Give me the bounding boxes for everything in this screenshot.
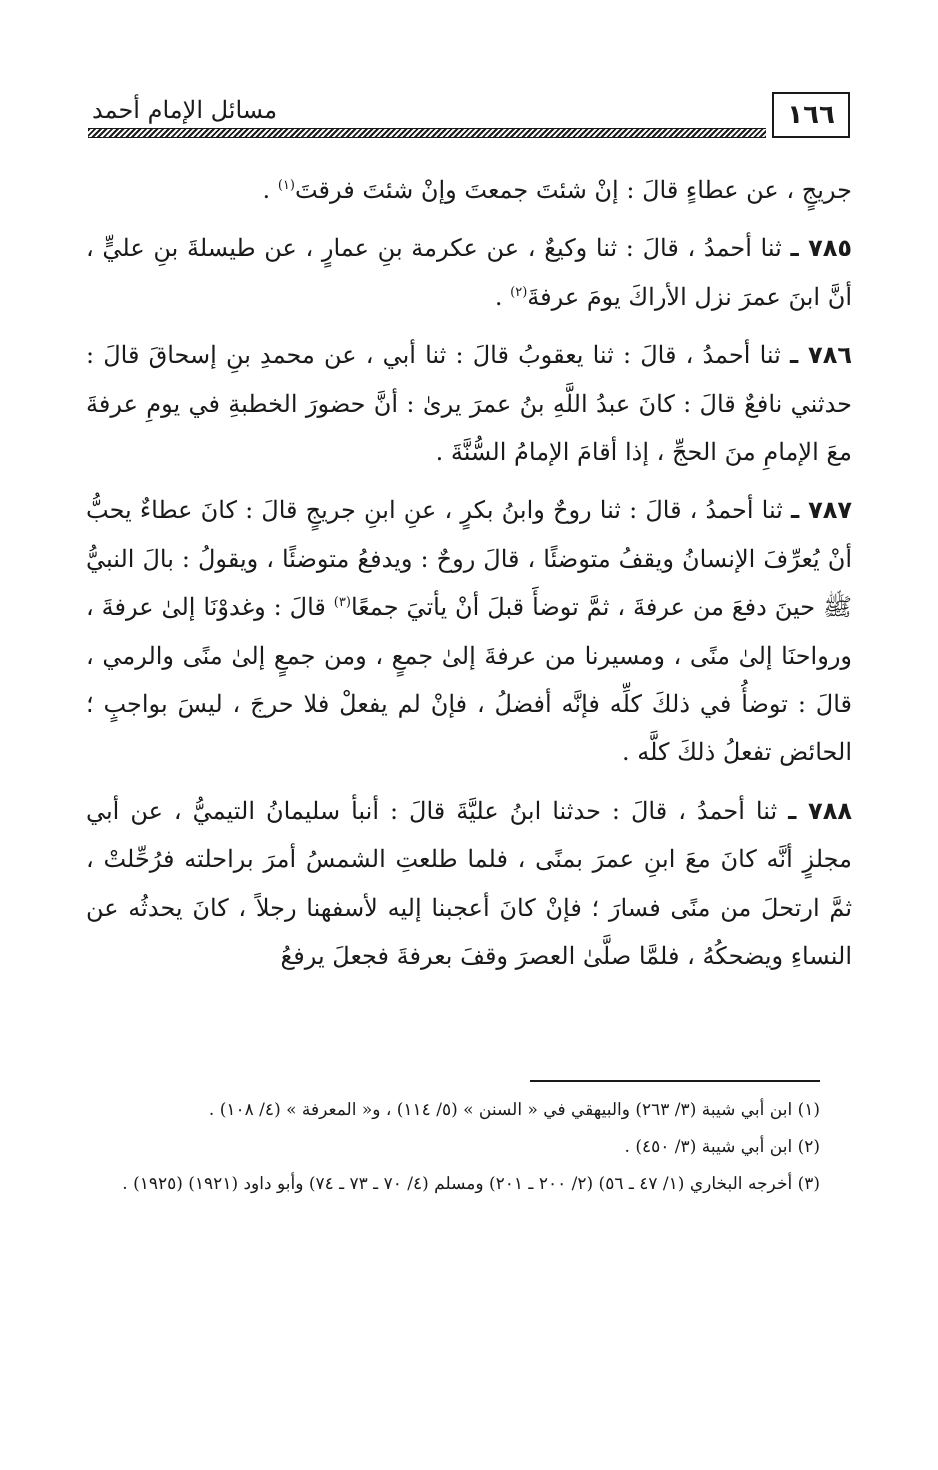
entry-787	[86, 486, 852, 776]
footnote-separator	[530, 1080, 820, 1082]
continuation-text: جريجٍ ، عن عطاءٍ قالَ : إنْ شئتَ جمعتَ وإنْ شئتَ فرقتَ	[294, 176, 852, 204]
header-rule	[88, 128, 766, 138]
continuation-end: .	[262, 176, 278, 204]
entry-text: ثنا أحمدُ ، قالَ : ثنا يعقوبُ قالَ : ثنا أبي ، عن محمدِ بنِ إسحاقَ قالَ : حدثني نافعٌ قالَ : كانَ عبدُ اللَّهِ بنُ عمرَ يرىٰ : أنَّ حضورَ الخطبةِ في يومِ عرفةَ معَ الإمامِ منَ الحجِّ ، إذا أقامَ الإمامُ السُّنَّةَ .	[86, 341, 852, 467]
entry-number: ٧٨٧ ـ	[791, 496, 853, 525]
footnote-2: (٢) ابن أبي شيبة (٣/ ٤٥٠) .	[624, 1137, 820, 1157]
entry-number: ٧٨٨ ـ	[788, 796, 852, 825]
entry-end: .	[494, 282, 511, 311]
entry-785	[86, 224, 852, 321]
footnote-ref: (٣)	[333, 595, 351, 611]
continuation-paragraph	[86, 166, 852, 214]
page-header	[88, 92, 850, 144]
entry-text: ثنا أحمدُ ، قالَ : حدثنا ابنُ عليَّةَ قالَ : أنبأ سليمانُ التيميُّ ، عن أبي مجلزٍ أنَّه كانَ معَ ابنِ عمرَ بمنًى ، فلما طلعتِ الشمسُ أمرَ براحلته فرُحِّلتْ ، ثمَّ ارتحلَ من منًى فسارَ ؛ فإنْ كانَ أعجبنا إليه لأسفهنا رجلاً ، كانَ يحدثُه عن النساءِ ويضحكُهُ ، فلمَّا صلَّىٰ العصرَ وقفَ بعرفةَ فجعلَ يرفعُ	[86, 796, 852, 971]
entry-788	[86, 787, 852, 981]
entry-number: ٧٨٦ ـ	[789, 341, 852, 370]
footnote-ref: (١)	[277, 178, 295, 193]
entry-number: ٧٨٥ ـ	[790, 234, 853, 263]
main-text	[86, 166, 852, 981]
page-number: ١٦٦	[772, 92, 850, 138]
footnote-ref: (٢)	[510, 284, 528, 300]
footnote-3: (٣) أخرجه البخاري (١/ ٤٧ ـ ٥٦) (٢/ ٢٠٠ ـ ٢٠١) ومسلم (٤/ ٧٠ ـ ٧٣ ـ ٧٤) وأبو داود (١٩٢١) (١٩٢٥) .	[122, 1174, 820, 1194]
entry-text: ثنا أحمدُ ، قالَ : ثنا روحٌ وابنُ بكرٍ ، عنِ ابنِ جريجٍ قالَ : كانَ عطاءٌ يحبُّ أنْ يُعرِّفَ الإنسانُ ويقفُ متوضئًا ، قالَ روحٌ : ويدفعُ متوضئًا ، ويقولُ : بالَ النبيُّ ﷺ حينَ دفعَ من عرفةَ ، ثمَّ توضأَ قبلَ أنْ يأتيَ جمعًا	[86, 496, 852, 622]
entry-end: قالَ : وغدوْنَا إلىٰ عرفةَ ، ورواحنَا إلىٰ منًى ، ومسيرنا من عرفةَ إلىٰ جمعٍ ، ومن جمعٍ إلىٰ منًى والرمي ، قالَ : توضأُ في ذلكَ كلِّه فإنَّه أفضلُ ، فإنْ لم يفعلْ فلا حرجَ ، ليسَ بواجبٍ ؛ الحائض تفعلُ ذلكَ كلَّه .	[86, 593, 852, 767]
running-title: مسائل الإمام أحمد	[92, 96, 278, 124]
entry-786	[86, 331, 852, 476]
entry-text: ثنا أحمدُ ، قالَ : ثنا وكيعٌ ، عن عكرمة بنِ عمارٍ ، عن طيسلةَ بنِ عليٍّ ، أنَّ ابنَ عمرَ نزل الأراكَ يومَ عرفةَ	[86, 234, 852, 311]
footnote-1: (١) ابن أبي شيبة (٣/ ٢٦٣) والبيهقي في « السنن » (٥/ ١١٤) ، و« المعرفة » (٤/ ١٠٨) .	[208, 1100, 820, 1120]
footnotes	[88, 1092, 820, 1203]
